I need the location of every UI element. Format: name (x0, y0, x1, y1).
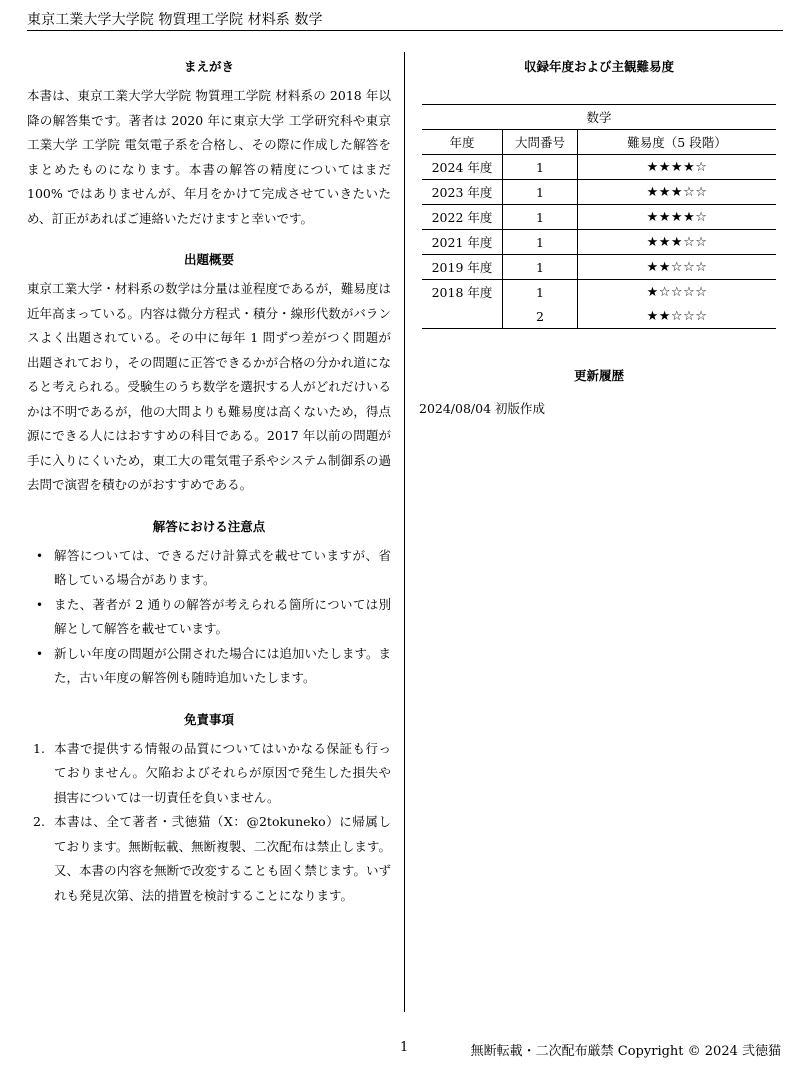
column-header-problem: 大問番号 (503, 130, 578, 155)
footer-copyright: 無断転載・二次配布厳禁 Copyright © 2024 弐徳猫 (470, 1044, 781, 1059)
notes-item (27, 642, 391, 691)
disclaimer-item (27, 737, 391, 811)
cell-stars: ★★★★☆ (578, 155, 777, 180)
cell-year (422, 304, 503, 329)
disclaimer-text: 本書は、全て著者・弐徳猫（X：@2tokuneko）に帰属しております。無断転載、無断複製、二次配布は禁止します。又、本書の内容を無断で改変することも固く禁じます。いずれも発見次第、法的措置を検討することになります。 (54, 814, 391, 903)
bullet-mark: • (36, 548, 44, 563)
notes-item (27, 593, 391, 642)
disclaimer-list (27, 737, 391, 909)
left-column (27, 50, 391, 920)
table-row (422, 180, 776, 205)
history-heading: 更新履歴 (573, 368, 624, 383)
cell-problem: 1 (503, 205, 578, 230)
notes-item-text: 解答については、できるだけ計算式を載せていますが、省略している場合があります。 (54, 547, 391, 587)
disclaimer-heading: 免責事項 (183, 711, 234, 727)
notes-item (27, 544, 391, 593)
table-row (422, 280, 776, 305)
right-column (419, 50, 779, 421)
page-number: 1 (400, 1040, 409, 1055)
cell-year: 2019 年度 (422, 255, 503, 280)
cell-problem: 1 (503, 180, 578, 205)
table-row (422, 230, 776, 255)
cell-year: 2018 年度 (422, 280, 503, 305)
cell-problem: 2 (503, 304, 578, 329)
cell-stars: ★★☆☆☆ (578, 304, 777, 329)
cell-year: 2024 年度 (422, 155, 503, 180)
table-row (422, 304, 776, 329)
cell-year: 2022 年度 (422, 205, 503, 230)
notes-item-text: また、著者が 2 通りの解答が考えられる箇所については別解として解答を載せています。 (54, 596, 391, 636)
cell-stars: ★★★☆☆ (578, 180, 777, 205)
document-header-title: 東京工業大学大学院 物質理工学院 材料系 数学 (27, 12, 323, 28)
bullet-mark: • (36, 646, 44, 661)
cell-problem: 1 (503, 230, 578, 255)
cell-year: 2021 年度 (422, 230, 503, 255)
disclaimer-number: 2. (33, 814, 45, 829)
table-row (422, 255, 776, 280)
cell-stars: ★★☆☆☆ (578, 255, 777, 280)
cell-problem: 1 (503, 155, 578, 180)
overview-heading: 出題概要 (183, 252, 234, 267)
preface-text: 本書は、東京工業大学大学院 物質理工学院 材料系の 2018 年以降の解答集です。著者は 2020 年に東京大学 工学研究科や東京工業大学 工学院 電気電子系を合格し、その際に作成した解答をまとめたものになります。本書の解答の精度についてはまだ 100% ではありませんが、年月をかけて完成させていきたいため、訂正があればご連絡いただけますと幸いです。 (27, 88, 391, 226)
history-entry: 2024/08/04 初版作成 (419, 401, 546, 416)
cell-stars: ★★★☆☆ (578, 230, 777, 255)
cell-stars: ★☆☆☆☆ (646, 284, 708, 300)
table-row (422, 155, 776, 180)
column-divider (404, 52, 405, 1012)
cell-stars: ★★★★☆ (578, 205, 777, 230)
bullet-mark: • (36, 597, 44, 612)
cell-problem: 1 (503, 255, 578, 280)
table-row (422, 205, 776, 230)
disclaimer-text: 本書で提供する情報の品質についてはいかなる保証も行っておりません。欠陥およびそれらが原因で発生した損失や損害については一切責任を負いません。 (54, 740, 391, 805)
notes-heading: 解答における注意点 (152, 518, 266, 534)
difficulty-heading: 収録年度および主観難易度 (523, 59, 674, 74)
overview-text: 東京工業大学・材料系の数学は分量は並程度であるが，難易度は近年高まっている。内容は微分方程式・積分・線形代数がバランスよく出題されている。その中に毎年 1 問ずつ差がつく問題が出題されており，その問題に正答できるかが合格の分かれ道になると考えられる。受験生のうち数学を選択する人がどれだけいるかは不明であるが，他の大問よりも難易度は高くないため，得点源にできる人にはおすすめの科目である。2017 年以前の問題が手に入りにくいため，東工大の電気電子系やシステム制御系の過去問で演習を積むのがおすすめである。 (27, 281, 391, 492)
notes-list (27, 544, 391, 691)
difficulty-table (422, 104, 776, 329)
column-header-level: 難易度（5 段階） (578, 130, 777, 155)
table-subject: 数学 (422, 105, 776, 130)
notes-item-text: 新しい年度の問題が公開された場合には追加いたします。また，古い年度の解答例も随時追加いたします。 (54, 645, 391, 685)
disclaimer-number: 1. (33, 740, 45, 756)
preface-heading: まえがき (183, 59, 234, 74)
header-rule (27, 30, 783, 31)
column-header-year: 年度 (422, 130, 503, 155)
cell-year: 2023 年度 (422, 180, 503, 205)
cell-problem: 1 (503, 280, 578, 305)
disclaimer-item (27, 810, 391, 908)
